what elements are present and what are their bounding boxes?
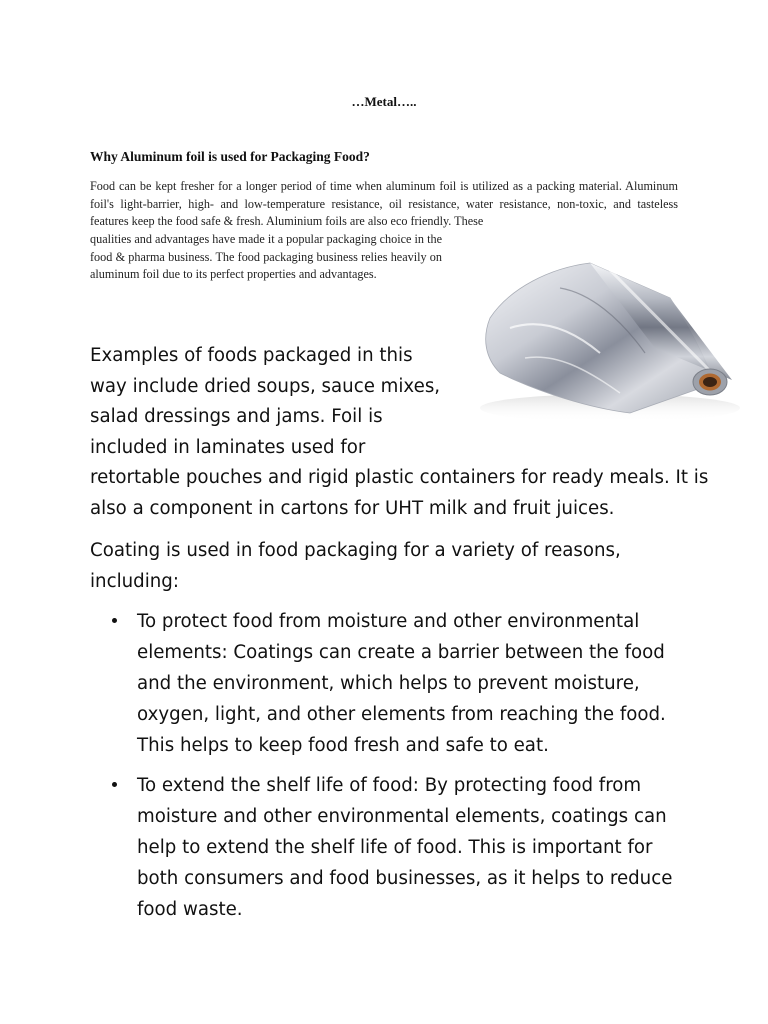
list-item-text: To protect food from moisture and other environmental elements: Coatings can create a barrier between the food and the environment, which helps to prevent moisture, oxygen, light, and other elements from reaching the food. This helps to keep food fresh and safe to eat. (137, 611, 666, 756)
examples-paragraph-continued: retortable pouches and rigid plastic containers for ready meals. It is also a component in cartons for UHT milk and fruit juices. (90, 467, 709, 519)
intro-paragraph: Food can be kept fresher for a longer period of time when aluminum foil is utilized as a packing material. Aluminum foil's light-barrier, high- and low-temperature resistance, oil resistance, water resistance, non-toxic, and tasteless features keep the food safe & fresh. Aluminium foils are also eco friendly. These (90, 179, 678, 228)
aluminum-foil-image (470, 258, 750, 428)
aluminum-foil-roll-icon (470, 258, 750, 428)
examples-paragraph: Examples of foods packaged in this way include dried soups, sauce mixes, salad dressings and jams. Foil is included in laminates used for (90, 345, 441, 458)
list-item-text: To extend the shelf life of food: By protecting food from moisture and other environmental elements, coatings can help to extend the shelf life of food. This is important for both consumers and food businesses, as it helps to reduce food waste. (137, 775, 673, 920)
coating-intro-paragraph: Coating is used in food packaging for a variety of reasons, including: (90, 540, 621, 592)
bullet-icon (112, 618, 117, 623)
section-title: …Metal….. (351, 94, 417, 109)
question-heading: Why Aluminum foil is used for Packaging Food? (90, 149, 370, 164)
bullet-icon (112, 782, 117, 787)
intro-paragraph-continued: qualities and advantages have made it a popular packaging choice in the food & pharma business. The food packaging business relies heavily on aluminum foil due to its perfect properties and advantages. (90, 232, 442, 281)
